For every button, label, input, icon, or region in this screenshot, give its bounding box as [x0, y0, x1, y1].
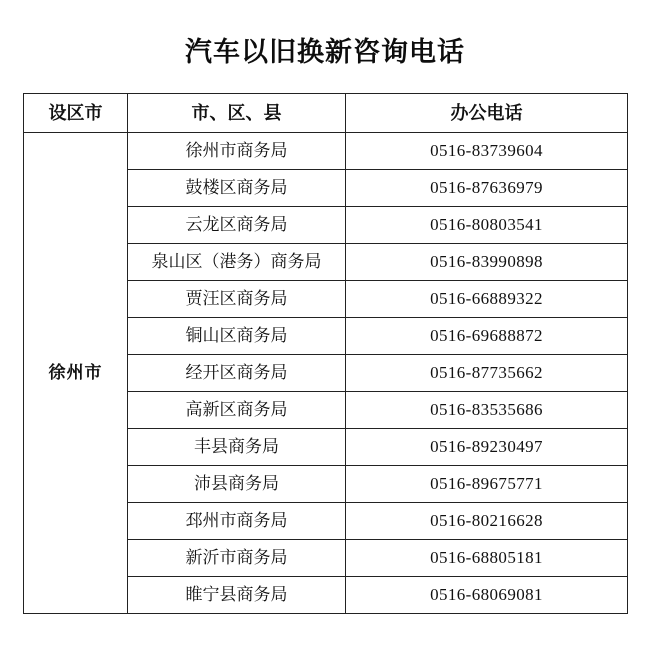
city-name-cell: 徐州市: [24, 133, 128, 614]
office-name-cell: 邳州市商务局: [128, 503, 346, 540]
phone-number-cell: 0516-87735662: [346, 355, 628, 392]
office-name-cell: 新沂市商务局: [128, 540, 346, 577]
phone-number-cell: 0516-83739604: [346, 133, 628, 170]
office-name-cell: 鼓楼区商务局: [128, 170, 346, 207]
phone-number-cell: 0516-83535686: [346, 392, 628, 429]
contact-table: [23, 93, 628, 614]
column-header-office-phone: 办公电话: [346, 94, 628, 133]
table-body: [24, 133, 628, 614]
page-title: 汽车以旧换新咨询电话: [185, 37, 465, 67]
office-name-cell: 经开区商务局: [128, 355, 346, 392]
contact-table-container: [23, 93, 627, 614]
office-name-cell: 泉山区（港务）商务局: [128, 244, 346, 281]
column-header-city-district-county: 市、区、县: [128, 94, 346, 133]
table-row: [24, 133, 628, 170]
phone-number-cell: 0516-80216628: [346, 503, 628, 540]
phone-number-cell: 0516-66889322: [346, 281, 628, 318]
office-name-cell: 云龙区商务局: [128, 207, 346, 244]
column-header-district-city: 设区市: [24, 94, 128, 133]
phone-number-cell: 0516-68069081: [346, 577, 628, 614]
office-name-cell: 睢宁县商务局: [128, 577, 346, 614]
table-header-row: [24, 94, 628, 133]
phone-number-cell: 0516-89230497: [346, 429, 628, 466]
phone-number-cell: 0516-80803541: [346, 207, 628, 244]
phone-number-cell: 0516-83990898: [346, 244, 628, 281]
phone-number-cell: 0516-68805181: [346, 540, 628, 577]
phone-number-cell: 0516-87636979: [346, 170, 628, 207]
office-name-cell: 贾汪区商务局: [128, 281, 346, 318]
office-name-cell: 丰县商务局: [128, 429, 346, 466]
office-name-cell: 高新区商务局: [128, 392, 346, 429]
phone-number-cell: 0516-69688872: [346, 318, 628, 355]
office-name-cell: 徐州市商务局: [128, 133, 346, 170]
office-name-cell: 铜山区商务局: [128, 318, 346, 355]
office-name-cell: 沛县商务局: [128, 466, 346, 503]
table-header: [24, 94, 628, 133]
phone-number-cell: 0516-89675771: [346, 466, 628, 503]
